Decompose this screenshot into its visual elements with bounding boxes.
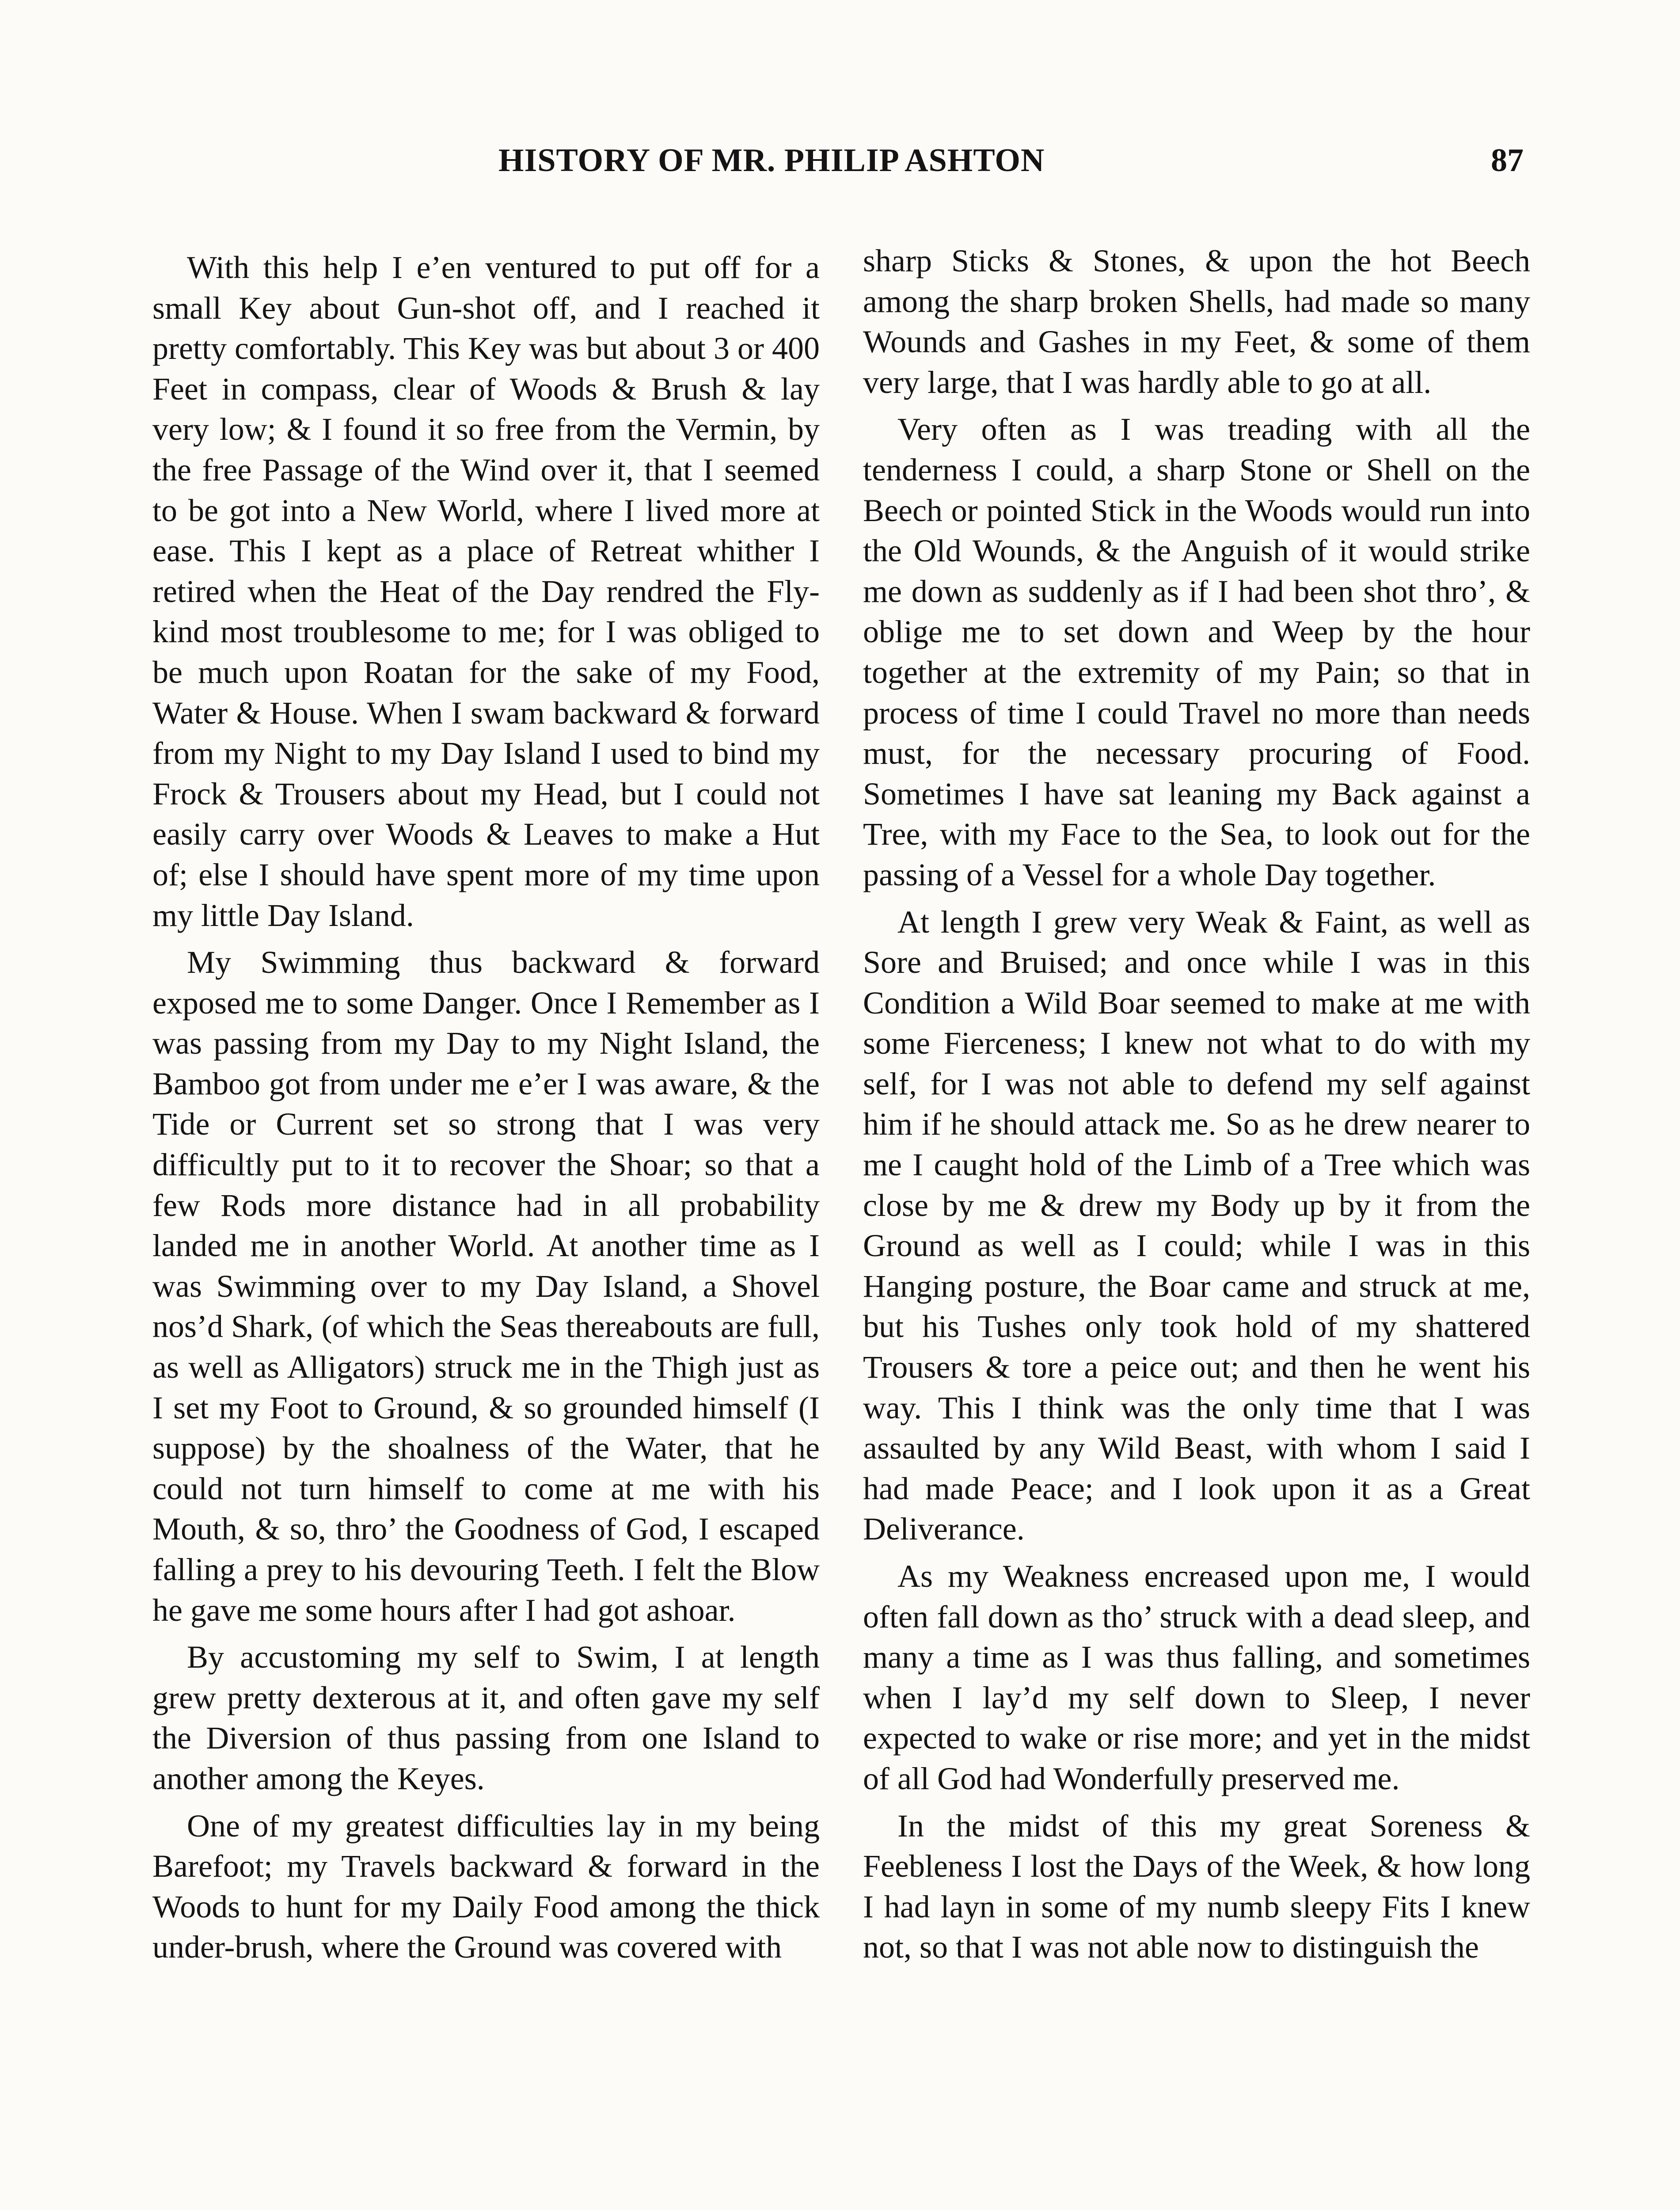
paragraph-lost-days: In the midst of this my great Soreness & Feebleness I lost the Days of the Week, & how long I had layn in some of my numb sleepy Fits I knew not, so that I was not able now to distinguish the <box>863 1808 1530 1965</box>
paragraph-old-wounds: Very often as I was treading with all the tenderness I could, a sharp Stone or Shell on the Beech or pointed Stick in the Woods would run into the Old Wounds, & the Anguish of it would strike me down as suddenly as if I had been shot thro’, & oblige me to set down and Weep by the hour together at the extremity of my Pain; so that in process of time I could Travel no more than needs must, for the necessary procuring of Food. Sometimes I have sat leaning my Back against a Tree, with my Face to the Sea, to look out for the passing of a Vessel for a whole Day together. <box>863 412 1530 892</box>
paragraph-continuation: sharp Sticks & Stones, & upon the hot Beech among the sharp broken Shells, had made so many Wounds and Gashes in my Feet, & some of them very large, that I was hardly able to go at all. <box>863 243 1530 400</box>
paragraph-swimming-danger: My Swimming thus backward & forward exposed me to some Danger. Once I Remember as I was passing from my Day to my Night Island, the Bamboo got from under me e’er I was aware, & the Tide or Current set so strong that I was very difficultly put to it to recover the Shoar; so that a few Rods more distance had in all probability landed me in another World. At another time as I was Swimming over to my Day Island, a Shovel nos’d Shark, (of which the Seas thereabouts are full, as well as Alligators) struck me in the Thigh just as I set my Foot to Ground, & so grounded himself (I suppose) by the shoalness of the Water, that he could not turn himself to come at me with his Mouth, & so, thro’ the Goodness of God, I escaped falling a prey to his devouring Teeth. I felt the Blow he gave me some hours after I had got ashoar. <box>152 945 820 1628</box>
paragraph-wild-boar: At length I grew very Weak & Faint, as well as Sore and Bruised; and once while I was in this Condition a Wild Boar seemed to make at me with some Fierceness; I knew not what to do with my self, for I was not able to defend my self against him if he should attack me. So as he drew nearer to me I caught hold of the Limb of a Tree which was close by me & drew my Body up by it from the Ground as well as I could; while I was in this Hanging posture, the Boar came and struck at me, but his Tushes only took hold of my shattered Trousers & tore a peice out; and then he went his way. This I think was the only time that I was assaulted by any Wild Beast, with whom I said I had made Peace; and I look upon it as a Great Deliverance. <box>863 904 1530 1547</box>
paragraph-barefoot: One of my greatest difficulties lay in my being Barefoot; my Travels backward & forward in the Woods to hunt for my Daily Food among the thick under-brush, where the Ground was covered with <box>152 1808 820 1965</box>
paragraph-key-retreat: With this help I e’en ventured to put off for a small Key about Gun-shot off, and I reached it pretty comfortably. This Key was but about 3 or 400 Feet in compass, clear of Woods & Brush & lay very low; & I found it so free from the Vermin, by the free Passage of the Wind over it, that I seemed to be got into a New World, where I lived more at ease. This I kept as a place of Retreat whither I retired when the Heat of the Day rendred the Fly-kind most troublesome to me; for I was obliged to be much upon Roatan for the sake of my Food, Water & House. When I swam backward & forward from my Night to my Day Island I used to bind my Frock & Trousers about my Head, but I could not easily carry over Woods & Leaves to make a Hut of; else I should have spent more of my time upon my little Day Island. <box>152 250 820 933</box>
left-text-column <box>152 241 820 2210</box>
paragraph-dexterous-swimming: By accustoming my self to Swim, I at length grew pretty dexterous at it, and often gave my self the Diversion of thus passing from one Island to another among the Keyes. <box>152 1639 820 1796</box>
right-text-column <box>863 241 1530 2210</box>
running-header: HISTORY OF MR. PHILIP ASHTON <box>498 142 1045 179</box>
page-number: 87 <box>1491 142 1524 179</box>
paragraph-weakness: As my Weakness encreased upon me, I would often fall down as tho’ struck with a dead sleep, and many a time as I was thus falling, and sometimes when I lay’d my self down to Sleep, I never expected to wake or rise more; and yet in the midst of all God had Wonderfully preserved me. <box>863 1558 1530 1796</box>
